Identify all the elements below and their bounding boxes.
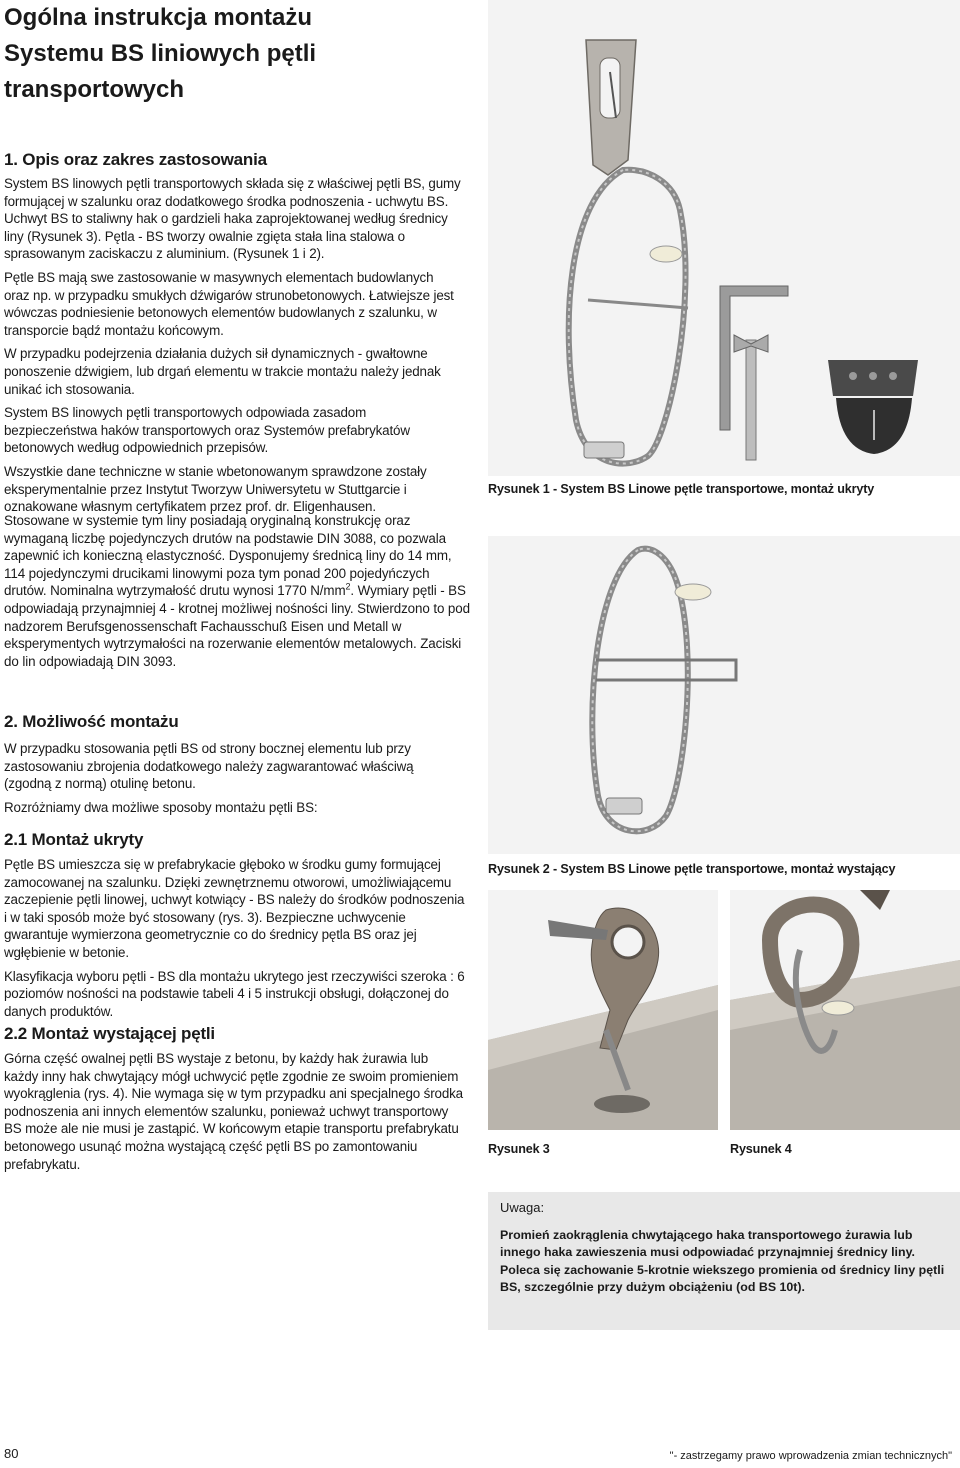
title-line: Systemu BS liniowych pętli <box>4 40 317 67</box>
wide-paragraph <box>4 512 470 670</box>
figure-2-caption: Rysunek 2 - System BS Linowe pętle transportowe, montaż wystający <box>488 862 896 876</box>
figure-4-caption: Rysunek 4 <box>730 1142 792 1156</box>
figure-1-illustration <box>488 0 960 476</box>
section21-body <box>4 856 466 1020</box>
paragraph: W przypadku stosowania pętli BS od strony bocznej elementu lub przy zastosowaniu zbrojenia dodatkowego należy zagwarantować właściwą (zgodną z normą) otulinę betonu. <box>4 741 414 792</box>
paragraph: Rozróżniamy dwa możliwe sposoby montażu pętli BS: <box>4 799 318 815</box>
paragraph-text: Stosowane w systemie tym liny posiadają oryginalną konstrukcję oraz wymaganą liczbę pojedynczych drutów na podstawie DIN 3088, co pozwala zapewnić ich konieczną elastyczność. Dysponujemy średnicą liny do 14 mm, 114 pojedynczymi drucikami linowymi poza tym ponad 200 pojedyńczych drutów. Nominalna wytrzymałość drutu wynosi 1770 N/mm <box>4 513 452 599</box>
section22-body <box>4 1050 464 1173</box>
section2-body <box>4 740 460 816</box>
paragraph: Pętle BS mają swe zastosowanie w masywnych elementach budowlanych oraz np. w przypadku smukłych dźwigarów strunobetonowych. Łatwiejsze jest wówczas podniesienie betonowych elementów budowlanych z szalunku, w transporcie bądź montażu końcowym. <box>4 269 454 338</box>
paragraph: System BS linowych pętli transportowych odpowiada zasadom bezpieczeństwa haków transportowych oraz Systemów prefabrykatów betonowych według odpowiednich przepisów. <box>4 405 410 456</box>
section1-heading: 1. Opis oraz zakres zastosowania <box>4 150 267 169</box>
paragraph: System BS linowych pętli transportowych składa się z właściwej pętli BS, gumy formującej w szalunku oraz dodatkowego środka podnoszenia - uchwytu BS. Uchwyt BS to staliwny hak o gardzieli haka zaprojektowanej według średnicy liny (Rysunek 3). Pętla - BS tworzy owalnie zgięta stała lina stalowa o sprasowanym zaciskaczu z aluminium. (Rysunek 1 i 2). <box>4 176 461 262</box>
paragraph: Górna część owalnej pętli BS wystaje z betonu, by każdy hak żurawia lub każdy inny hak chwytający mógł uchwycić pętle zgodnie ze swoim promieniem wyokrąglenia (rys. 4). Nie wymaga się w tym przypadku ani specjalnego środka podnoszenia ani innych elementów szalunku, ponieważ uchwyt transportowy BS może ale nie musi je zastąpić. W końcowym etapie transportu prefabrykatu betonowego usunąć można wystającą część pętli BS po zamontowaniu prefabrykatu. <box>4 1051 463 1172</box>
paragraph: W przypadku podejrzenia działania dużych sił dynamicznych - gwałtowne ponoszenie dźwigiem, lub drgań elementu w trakcie montażu należy jednak unikać ich stosowania. <box>4 346 441 397</box>
figure-3-photo <box>488 890 718 1130</box>
page-number: 80 <box>4 1446 19 1461</box>
footer-disclaimer: "- zastrzegamy prawo wprowadzenia zmian technicznych" <box>669 1450 952 1462</box>
paragraph-text: . Wymiary pętli - BS odpowiadają przynajmniej 4 - krotnej możliwej nośności liny. Stwierdzono to pod nadzorem Berufsgenossenschaft Fachausschuß Eisen und Metall w eksperymentych wytrzymałości na rozerwanie elementów metalowych. Zaciski do lin odpowiadają DIN 3093. <box>4 583 470 669</box>
figure-4-illustration <box>730 890 960 1130</box>
section21-heading: 2.1 Montaż ukryty <box>4 830 144 849</box>
note-box <box>488 1192 960 1330</box>
paragraph: Pętle BS umieszcza się w prefabrykacie głęboko w środku gumy formującej zamocowanej na szalunku. Dzięki zewnętrznemu otworowi, umożliwiającemu zaczepienie pętli linowej, uchwyt kotwiący - BS należy do środków podnoszenia i w taki sposób może być stosowany (rys. 3). Bezpieczne uchwycenie gwarantuje wymierzona geometrycznie co do średnicy pętla BS oraz jej wgłębienie w betonie. <box>4 857 465 960</box>
figure-4-photo <box>730 890 960 1130</box>
figure-3-illustration <box>488 890 718 1130</box>
figure-1-photo <box>488 0 960 476</box>
figure-3-caption: Rysunek 3 <box>488 1142 550 1156</box>
paragraph: Wszystkie dane techniczne w stanie wbetonowanym sprawdzone zostały eksperymentalnie przez Instytut Tworzyw Uniwersytetu w Stuttgarcie i oznakowane własnym certyfikatem przez prof. dr. Eligenhausen. <box>4 463 427 515</box>
title-line: Ogólna instrukcja montażu <box>4 4 313 31</box>
note-title: Uwaga: <box>500 1200 545 1215</box>
section22-heading: 2.2 Montaż wystającej pętli <box>4 1024 215 1043</box>
section2-heading: 2. Możliwość montażu <box>4 712 179 731</box>
section1-body <box>4 175 462 516</box>
figure-2-illustration <box>488 536 960 854</box>
figure-1-caption: Rysunek 1 - System BS Linowe pętle transportowe, montaż ukryty <box>488 482 875 496</box>
superscript: 2 <box>345 581 351 592</box>
note-text: Promień zaokrąglenia chwytającego haka transportowego żurawia lub innego haka zawieszenia musi odpowiadać przynajmniej średnicy liny. Poleca się zachowanie 5-krotnie wiekszego promienia od średnicy liny pętli BS, szczególnie przy dużym obciążeniu (od BS 10t). <box>500 1228 945 1295</box>
title-line: transportowych <box>4 76 185 103</box>
paragraph: Klasyfikacja wyboru pętli - BS dla montażu ukrytego jest rzeczywiści szeroka : 6 poziomów nośności na podstawie tabeli 4 i 5 instrukcji obsługi, dołączonej do danych produktów. <box>4 968 465 1019</box>
page-title <box>4 0 474 108</box>
figure-2-photo <box>488 536 960 854</box>
